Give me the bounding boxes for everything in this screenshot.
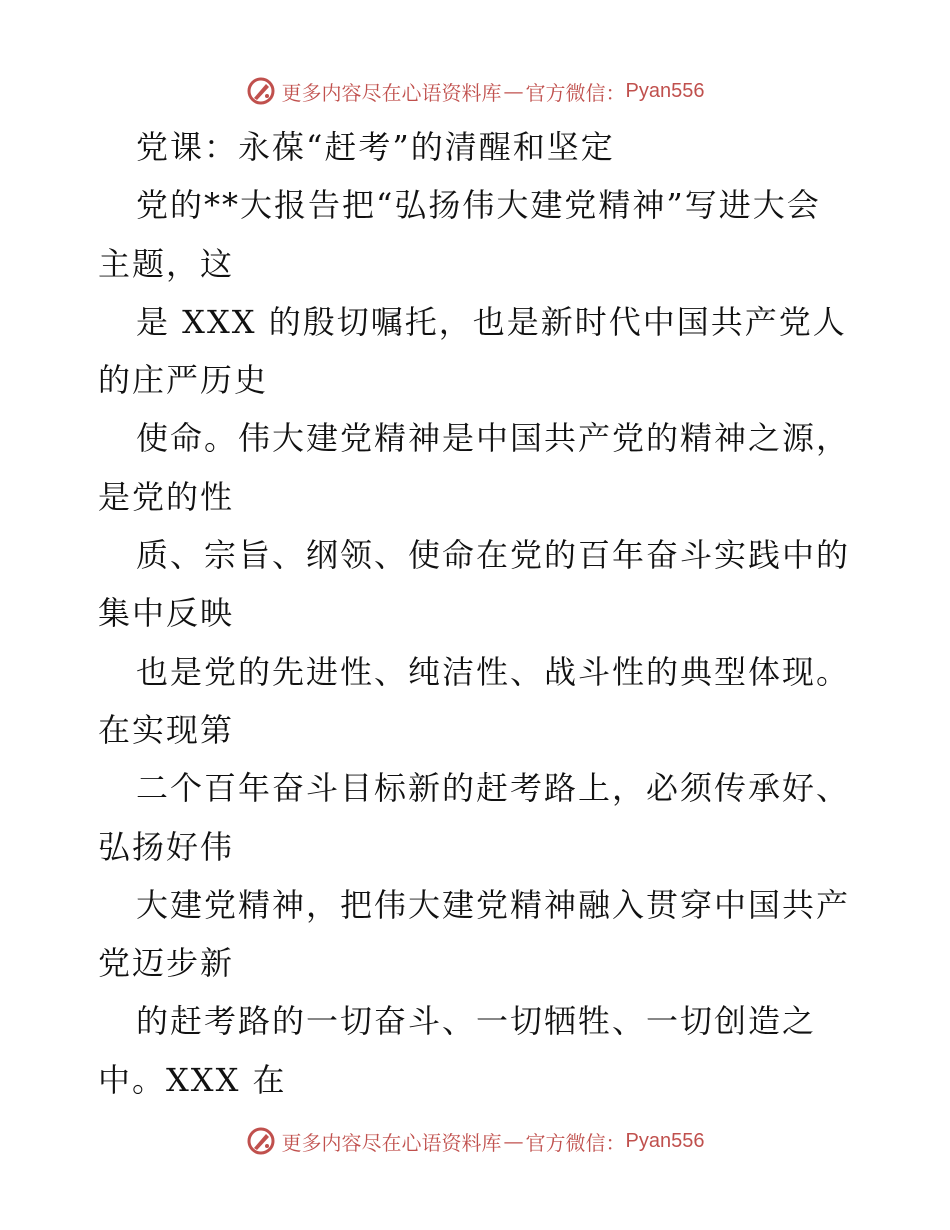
text-line: 二个百年奋斗目标新的赶考路上，必须传承好、 bbox=[136, 769, 851, 808]
watermark-wechat-label: 官方微信： bbox=[525, 80, 626, 105]
document-body bbox=[98, 118, 858, 1109]
watermark-separator: — bbox=[503, 79, 524, 103]
watermark-separator: — bbox=[503, 1129, 524, 1153]
text-line: 党迈步新 bbox=[98, 944, 235, 983]
text-line: 的赶考路的一切奋斗、一切牺牲、一切创造之 bbox=[136, 1002, 817, 1041]
pen-circle-logo-icon bbox=[246, 76, 276, 106]
header-watermark bbox=[0, 76, 950, 106]
text-line: 大建党精神，把伟大建党精神融入贯穿中国共产 bbox=[136, 885, 851, 924]
pen-circle-logo-icon bbox=[246, 1126, 276, 1156]
text-line: 在实现第 bbox=[98, 710, 235, 749]
watermark-wechat-id: Pyan556 bbox=[625, 1129, 705, 1152]
text-line: 党的**大报告把“弘扬伟大建党精神”写进大会 bbox=[136, 186, 821, 225]
watermark-text: 更多内容尽在心语资料库 bbox=[281, 1130, 502, 1155]
text-line: 是 XXX 的殷切嘱托，也是新时代中国共产党人 bbox=[136, 302, 847, 341]
text-line: 的庄严历史 bbox=[98, 361, 269, 400]
watermark-wechat-id: Pyan556 bbox=[625, 79, 705, 102]
text-line: 是党的性 bbox=[98, 477, 235, 516]
text-line: 也是党的先进性、纯洁性、战斗性的典型体现。 bbox=[136, 652, 851, 691]
text-line: 中。XXX 在 bbox=[98, 1060, 287, 1099]
footer-watermark bbox=[0, 1126, 950, 1156]
text-line: 使命。伟大建党精神是中国共产党的精神之源， bbox=[136, 419, 851, 458]
text-line: 集中反映 bbox=[98, 594, 235, 633]
text-line: 主题，这 bbox=[98, 244, 235, 283]
watermark-text: 更多内容尽在心语资料库 bbox=[281, 80, 502, 105]
text-line: 质、宗旨、纲领、使命在党的百年奋斗实践中的 bbox=[136, 536, 851, 575]
document-title: 党课：永葆“赶考”的清醒和坚定 bbox=[136, 128, 615, 166]
watermark-wechat-label: 官方微信： bbox=[525, 1130, 626, 1155]
text-line: 弘扬好伟 bbox=[98, 827, 235, 866]
